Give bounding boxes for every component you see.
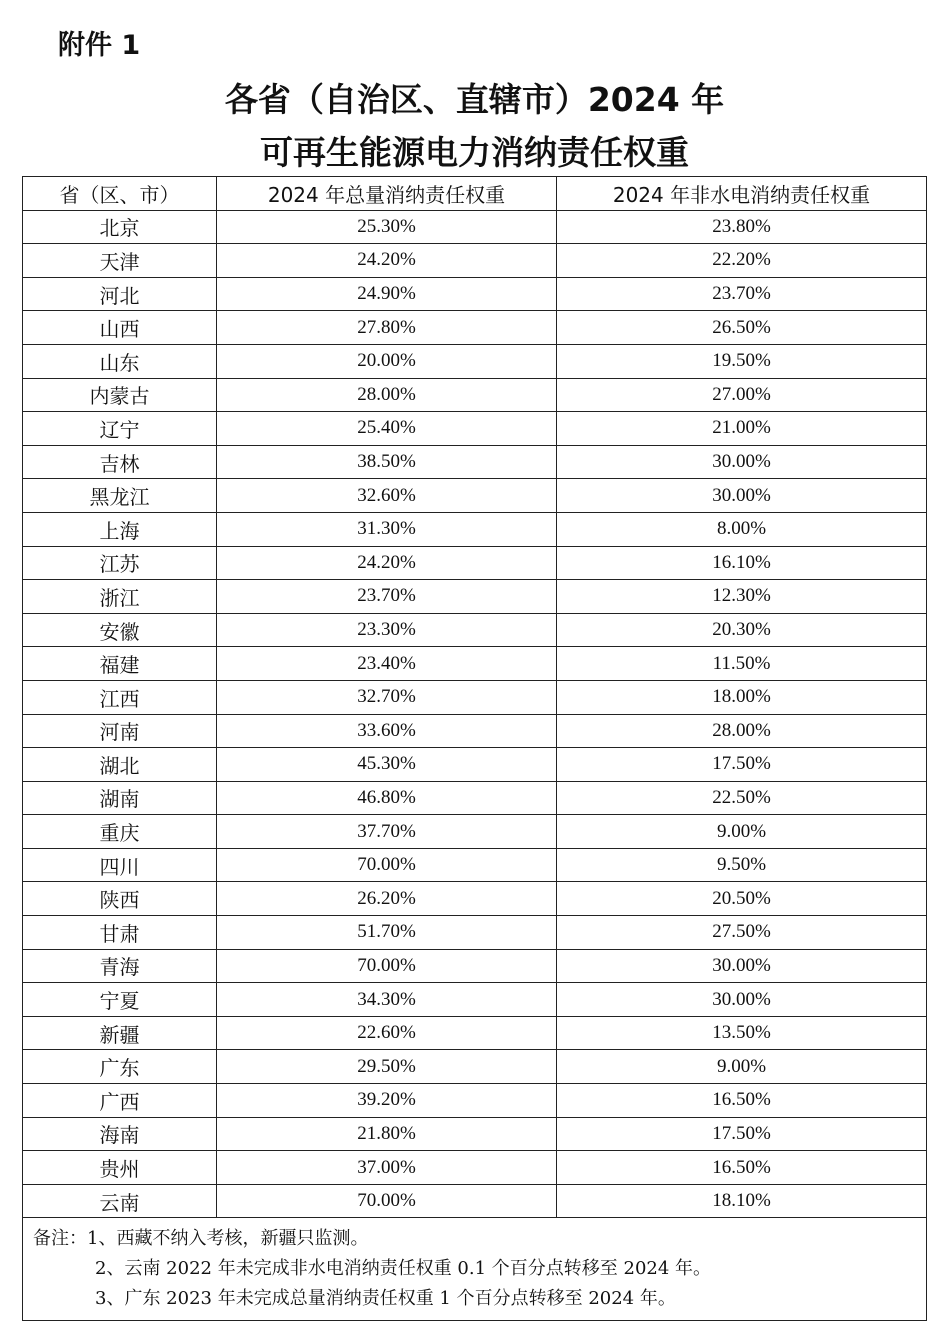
province-cell: 四川 xyxy=(23,848,217,882)
total-weight-cell: 33.60% xyxy=(217,714,557,748)
table-row xyxy=(23,1084,927,1118)
table-row xyxy=(23,1050,927,1084)
province-cell: 浙江 xyxy=(23,580,217,614)
total-weight-cell: 29.50% xyxy=(217,1050,557,1084)
province-cell: 内蒙古 xyxy=(23,378,217,412)
header-province: 省（区、市） xyxy=(23,177,217,211)
total-weight-cell: 28.00% xyxy=(217,378,557,412)
header-total-weight: 2024 年总量消纳责任权重 xyxy=(217,177,557,211)
total-weight-cell: 25.40% xyxy=(217,412,557,446)
total-weight-cell: 24.20% xyxy=(217,244,557,278)
total-weight-cell: 23.40% xyxy=(217,647,557,681)
total-weight-cell: 20.00% xyxy=(217,344,557,378)
nonhydro-weight-cell: 22.20% xyxy=(557,244,927,278)
note-2: 2、云南 2022 年未完成非水电消纳责任权重 0.1 个百分点转移至 2024 年。 xyxy=(95,1258,712,1280)
table-row xyxy=(23,613,927,647)
province-cell: 陕西 xyxy=(23,882,217,916)
total-weight-cell: 45.30% xyxy=(217,748,557,782)
nonhydro-weight-cell: 12.30% xyxy=(557,580,927,614)
table-body xyxy=(23,210,927,1218)
province-cell: 江西 xyxy=(23,680,217,714)
table-row xyxy=(23,412,927,446)
total-weight-cell: 32.70% xyxy=(217,680,557,714)
province-cell: 山东 xyxy=(23,344,217,378)
province-cell: 福建 xyxy=(23,647,217,681)
total-weight-cell: 31.30% xyxy=(217,512,557,546)
province-cell: 广西 xyxy=(23,1084,217,1118)
province-cell: 云南 xyxy=(23,1184,217,1218)
nonhydro-weight-cell: 16.10% xyxy=(557,546,927,580)
document-title-line-2: 可再生能源电力消纳责任权重 xyxy=(260,133,689,172)
total-weight-cell: 37.00% xyxy=(217,1151,557,1185)
nonhydro-weight-cell: 20.30% xyxy=(557,613,927,647)
nonhydro-weight-cell: 9.00% xyxy=(557,815,927,849)
province-cell: 甘肃 xyxy=(23,916,217,950)
table-row xyxy=(23,210,927,244)
total-weight-cell: 70.00% xyxy=(217,848,557,882)
total-weight-cell: 22.60% xyxy=(217,1016,557,1050)
table-row xyxy=(23,445,927,479)
nonhydro-weight-cell: 22.50% xyxy=(557,781,927,815)
nonhydro-weight-cell: 21.00% xyxy=(557,412,927,446)
total-weight-cell: 32.60% xyxy=(217,479,557,513)
table-row xyxy=(23,848,927,882)
table-row xyxy=(23,512,927,546)
nonhydro-weight-cell: 27.00% xyxy=(557,378,927,412)
province-cell: 辽宁 xyxy=(23,412,217,446)
total-weight-cell: 26.20% xyxy=(217,882,557,916)
table-row xyxy=(23,546,927,580)
nonhydro-weight-cell: 30.00% xyxy=(557,479,927,513)
province-cell: 黑龙江 xyxy=(23,479,217,513)
nonhydro-weight-cell: 23.80% xyxy=(557,210,927,244)
nonhydro-weight-cell: 26.50% xyxy=(557,311,927,345)
nonhydro-weight-cell: 20.50% xyxy=(557,882,927,916)
province-cell: 吉林 xyxy=(23,445,217,479)
nonhydro-weight-cell: 27.50% xyxy=(557,916,927,950)
table-row xyxy=(23,983,927,1017)
nonhydro-weight-cell: 18.00% xyxy=(557,680,927,714)
table-row xyxy=(23,949,927,983)
province-cell: 北京 xyxy=(23,210,217,244)
nonhydro-weight-cell: 28.00% xyxy=(557,714,927,748)
notes-cell xyxy=(23,1218,927,1321)
table-row xyxy=(23,378,927,412)
weights-table xyxy=(22,176,927,1321)
table-row xyxy=(23,748,927,782)
province-cell: 江苏 xyxy=(23,546,217,580)
nonhydro-weight-cell: 19.50% xyxy=(557,344,927,378)
note-3: 3、广东 2023 年未完成总量消纳责任权重 1 个百分点转移至 2024 年。 xyxy=(95,1288,676,1310)
document-title-line-1: 各省（自治区、直辖市）2024 年 xyxy=(224,80,725,119)
nonhydro-weight-cell: 17.50% xyxy=(557,748,927,782)
table-row xyxy=(23,781,927,815)
note-1: 备注：1、西藏不纳入考核，新疆只监测。 xyxy=(33,1228,369,1250)
table-row xyxy=(23,1151,927,1185)
table-row xyxy=(23,714,927,748)
table-row xyxy=(23,1184,927,1218)
province-cell: 上海 xyxy=(23,512,217,546)
province-cell: 湖南 xyxy=(23,781,217,815)
table-row xyxy=(23,1016,927,1050)
nonhydro-weight-cell: 9.00% xyxy=(557,1050,927,1084)
table-row xyxy=(23,647,927,681)
nonhydro-weight-cell: 30.00% xyxy=(557,445,927,479)
table-row xyxy=(23,882,927,916)
table-row xyxy=(23,680,927,714)
table-row xyxy=(23,277,927,311)
province-cell: 宁夏 xyxy=(23,983,217,1017)
table-row xyxy=(23,479,927,513)
notes-row xyxy=(23,1218,927,1321)
province-cell: 山西 xyxy=(23,311,217,345)
header-nonhydro-weight: 2024 年非水电消纳责任权重 xyxy=(557,177,927,211)
province-cell: 新疆 xyxy=(23,1016,217,1050)
table-row xyxy=(23,916,927,950)
total-weight-cell: 39.20% xyxy=(217,1084,557,1118)
nonhydro-weight-cell: 8.00% xyxy=(557,512,927,546)
province-cell: 青海 xyxy=(23,949,217,983)
table-row xyxy=(23,244,927,278)
nonhydro-weight-cell: 11.50% xyxy=(557,647,927,681)
nonhydro-weight-cell: 16.50% xyxy=(557,1084,927,1118)
nonhydro-weight-cell: 30.00% xyxy=(557,983,927,1017)
total-weight-cell: 46.80% xyxy=(217,781,557,815)
province-cell: 天津 xyxy=(23,244,217,278)
total-weight-cell: 21.80% xyxy=(217,1117,557,1151)
total-weight-cell: 25.30% xyxy=(217,210,557,244)
table-row xyxy=(23,580,927,614)
province-cell: 海南 xyxy=(23,1117,217,1151)
nonhydro-weight-cell: 9.50% xyxy=(557,848,927,882)
nonhydro-weight-cell: 13.50% xyxy=(557,1016,927,1050)
total-weight-cell: 27.80% xyxy=(217,311,557,345)
nonhydro-weight-cell: 30.00% xyxy=(557,949,927,983)
total-weight-cell: 23.30% xyxy=(217,613,557,647)
table-row xyxy=(23,1117,927,1151)
total-weight-cell: 70.00% xyxy=(217,1184,557,1218)
province-cell: 贵州 xyxy=(23,1151,217,1185)
nonhydro-weight-cell: 16.50% xyxy=(557,1151,927,1185)
total-weight-cell: 51.70% xyxy=(217,916,557,950)
attachment-label: 附件 1 xyxy=(58,30,141,61)
table-row xyxy=(23,344,927,378)
total-weight-cell: 24.20% xyxy=(217,546,557,580)
table-row xyxy=(23,815,927,849)
province-cell: 湖北 xyxy=(23,748,217,782)
total-weight-cell: 70.00% xyxy=(217,949,557,983)
province-cell: 安徽 xyxy=(23,613,217,647)
total-weight-cell: 34.30% xyxy=(217,983,557,1017)
total-weight-cell: 24.90% xyxy=(217,277,557,311)
nonhydro-weight-cell: 23.70% xyxy=(557,277,927,311)
province-cell: 河北 xyxy=(23,277,217,311)
province-cell: 河南 xyxy=(23,714,217,748)
total-weight-cell: 23.70% xyxy=(217,580,557,614)
table-header-row xyxy=(23,177,927,211)
total-weight-cell: 38.50% xyxy=(217,445,557,479)
province-cell: 广东 xyxy=(23,1050,217,1084)
table-row xyxy=(23,311,927,345)
nonhydro-weight-cell: 18.10% xyxy=(557,1184,927,1218)
total-weight-cell: 37.70% xyxy=(217,815,557,849)
nonhydro-weight-cell: 17.50% xyxy=(557,1117,927,1151)
province-cell: 重庆 xyxy=(23,815,217,849)
